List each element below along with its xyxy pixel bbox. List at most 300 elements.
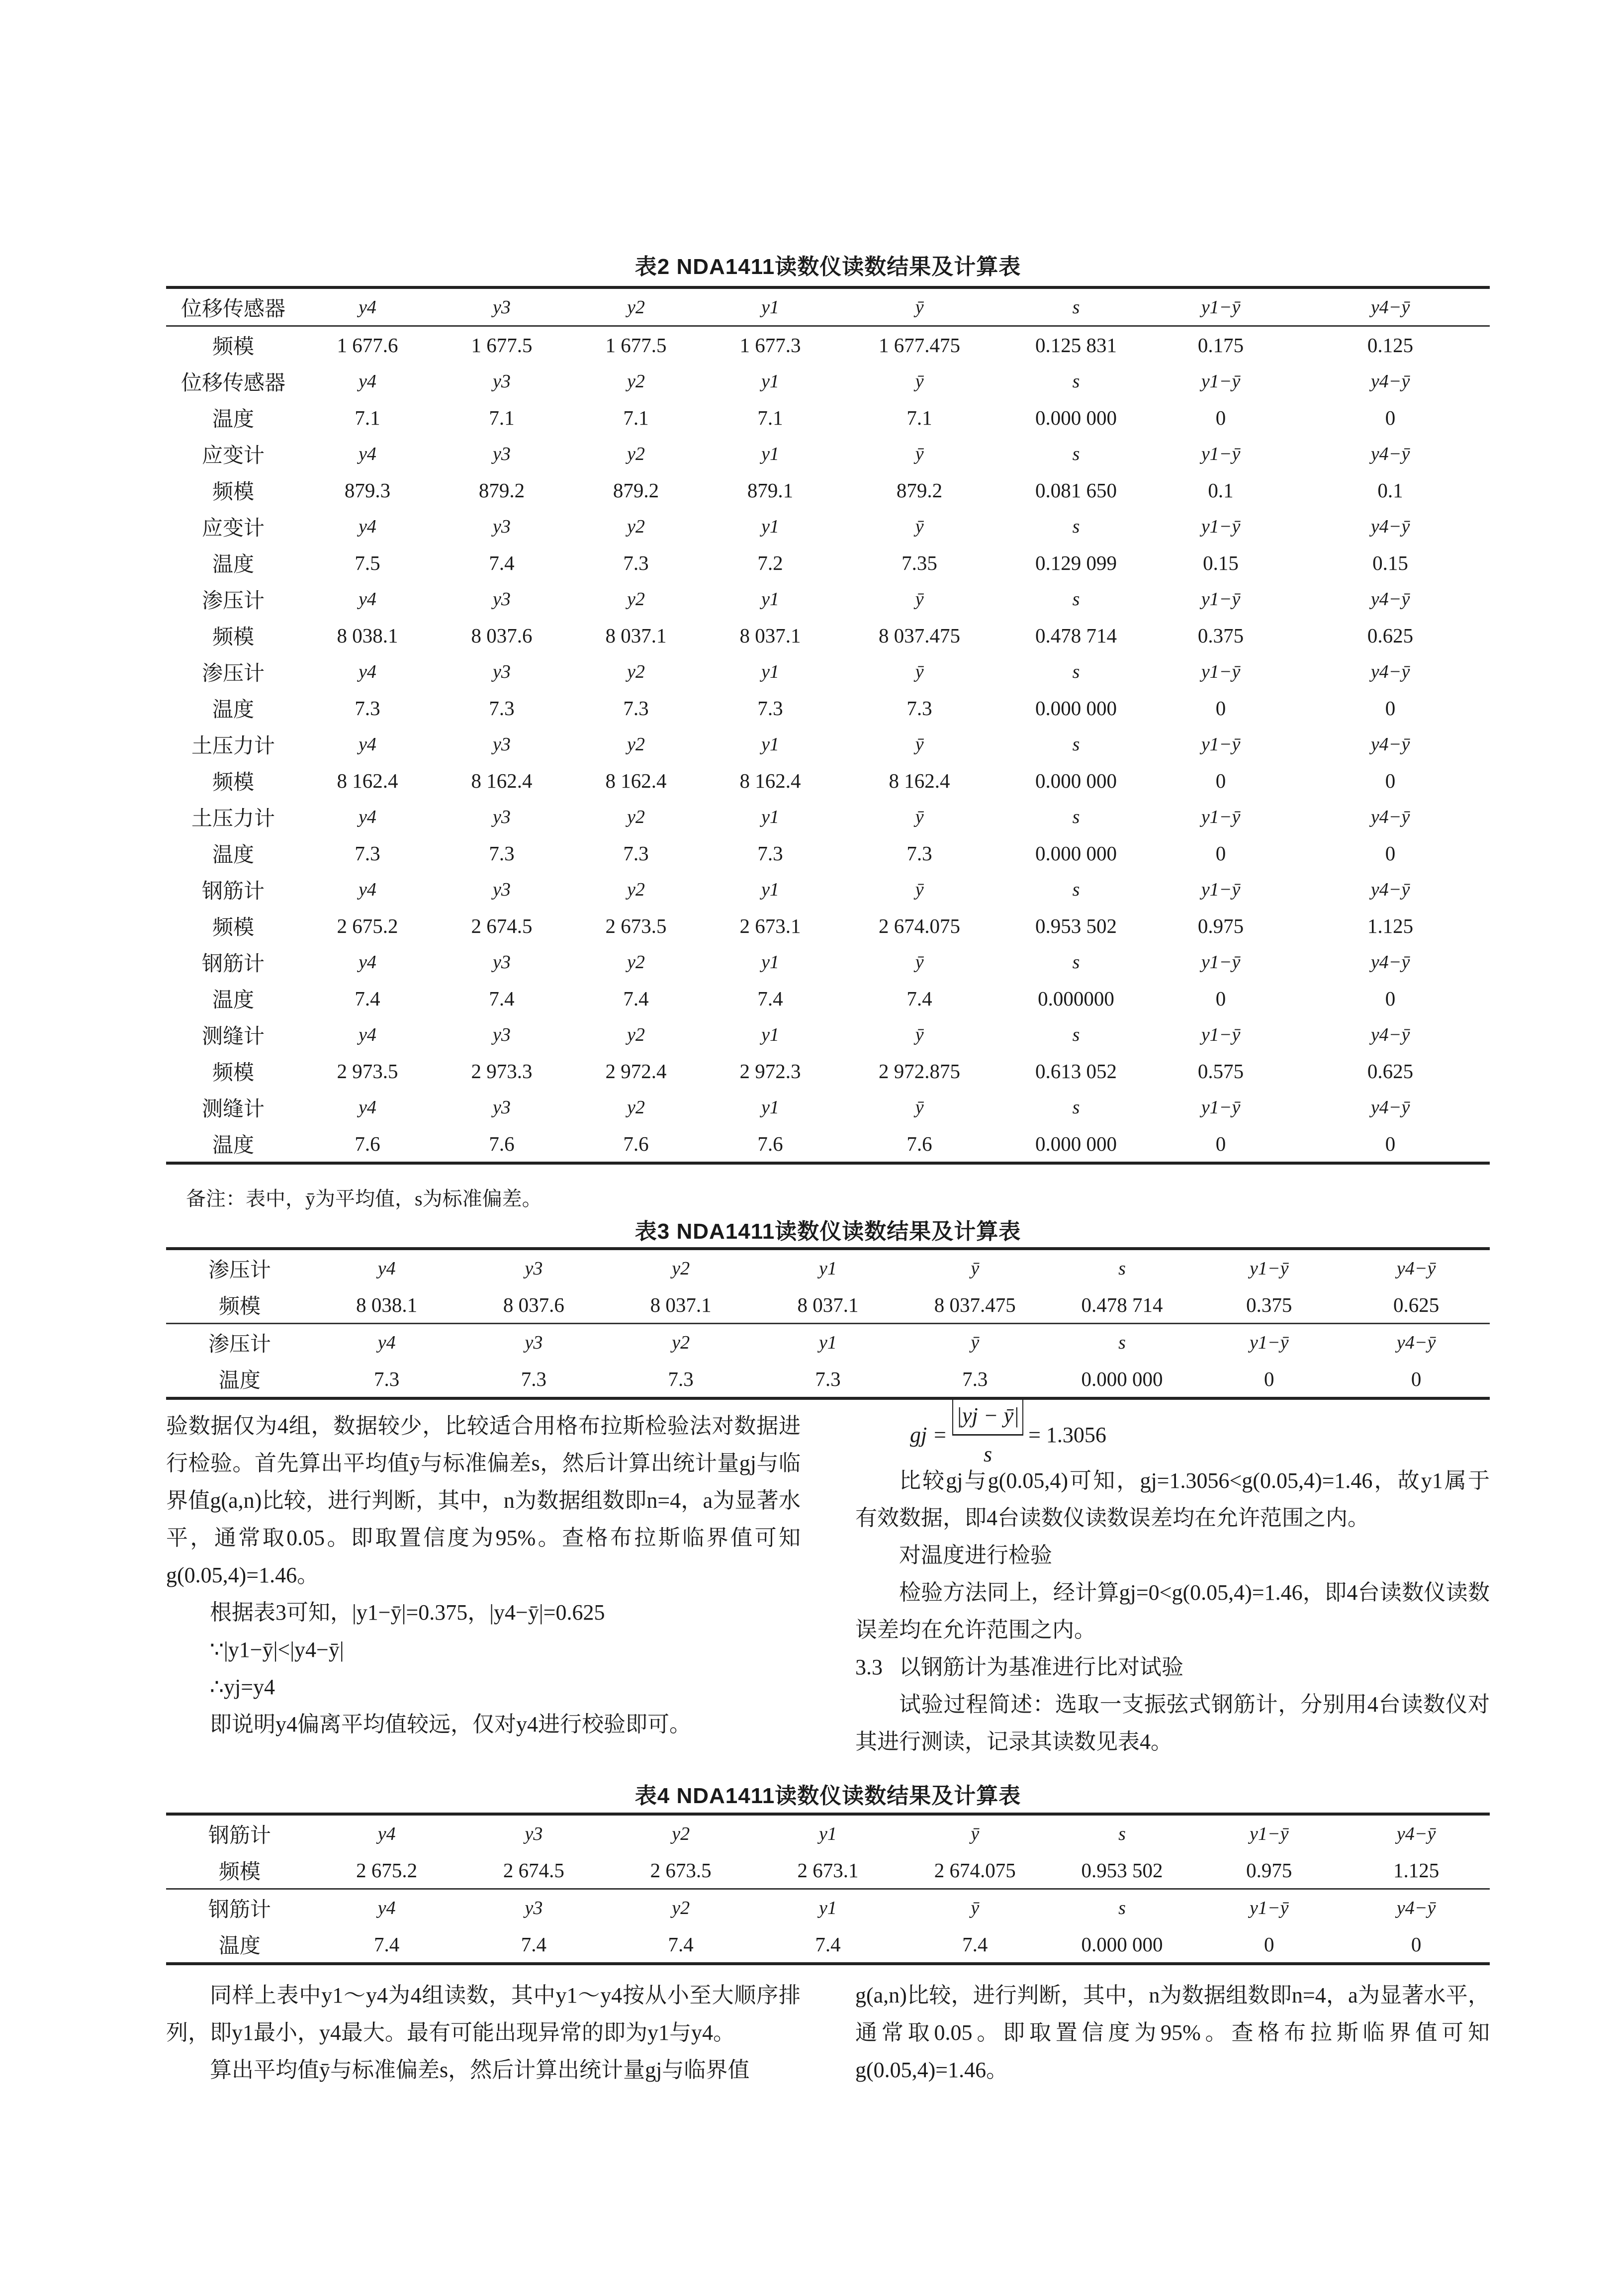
value-cell: 0 — [1215, 987, 1226, 1010]
value-cell: 0.375 — [1246, 1293, 1292, 1316]
value-cell: 7.4 — [757, 987, 783, 1010]
table-symbol-row — [166, 1016, 1490, 1053]
value-cell: 0.000 000 — [1035, 769, 1117, 792]
value-cell: 8 162.4 — [889, 769, 950, 792]
symbol-cell: y2 — [627, 1096, 645, 1118]
row-label: 频模 — [218, 1295, 261, 1318]
table-symbol-row — [166, 287, 1490, 326]
symbol-cell: y4 — [377, 1823, 396, 1844]
table-symbol-row — [166, 1089, 1490, 1125]
symbol-cell: y1 — [761, 296, 779, 318]
symbol-cell: y1−ȳ — [1201, 588, 1241, 610]
symbol-cell: s — [1072, 1096, 1080, 1118]
symbol-cell: ȳ — [915, 733, 924, 755]
symbol-cell: y4−ȳ — [1396, 1258, 1436, 1279]
symbol-cell: y1 — [761, 879, 779, 900]
symbol-cell: y1−ȳ — [1201, 951, 1241, 973]
value-cell: 0.125 831 — [1035, 333, 1117, 357]
table4 — [166, 1813, 1490, 1965]
value-cell: 8 037.6 — [503, 1293, 564, 1316]
symbol-cell: s — [1072, 588, 1080, 610]
value-cell: 0 — [1411, 1932, 1422, 1956]
value-cell: 7.3 — [489, 841, 515, 865]
paragraph: 比较gj与g(0.05,4)可知，gj=1.3056<g(0.05,4)=1.46，故y1属于有效数据，即4台读数仪读数误差均在允许范围之内。 — [855, 1468, 1490, 1530]
symbol-cell: y1−ȳ — [1201, 443, 1241, 464]
symbol-cell: y4−ȳ — [1396, 1823, 1436, 1844]
symbol-cell: s — [1072, 661, 1080, 682]
value-cell: 7.3 — [757, 841, 783, 865]
value-cell: 2 675.2 — [337, 914, 398, 937]
symbol-cell: ȳ — [915, 443, 924, 464]
symbol-cell: ȳ — [915, 588, 924, 610]
symbol-cell: y2 — [672, 1823, 690, 1844]
symbol-cell: y1−ȳ — [1201, 516, 1241, 537]
symbol-cell: y1 — [761, 443, 779, 464]
table2 — [166, 286, 1490, 1165]
value-cell: 0.575 — [1197, 1059, 1244, 1083]
symbol-cell: ȳ — [915, 516, 924, 537]
value-cell: 7.4 — [374, 1932, 400, 1956]
symbol-cell: y4−ȳ — [1370, 296, 1410, 318]
value-cell: 0 — [1385, 406, 1396, 429]
value-cell: 7.6 — [623, 1132, 649, 1155]
table-row — [166, 1125, 1490, 1163]
symbol-cell: y2 — [627, 879, 645, 900]
value-cell: 0 — [1215, 841, 1226, 865]
row-label: 温度 — [212, 989, 254, 1012]
row-label: 频模 — [212, 1061, 254, 1085]
value-cell: 0.625 — [1367, 1059, 1414, 1083]
value-cell: 0 — [1411, 1367, 1422, 1390]
symbol-cell: y1−ȳ — [1201, 806, 1241, 827]
row-label: 钢筋计 — [201, 880, 265, 903]
row-label: 钢筋计 — [208, 1824, 271, 1847]
symbol-cell: y1−ȳ — [1201, 296, 1241, 318]
right-column-1 — [855, 1403, 1490, 1760]
symbol-cell: y4 — [359, 733, 376, 755]
value-cell: 8 162.4 — [739, 769, 801, 792]
symbol-cell: ȳ — [971, 1332, 980, 1353]
value-cell: 0.000 000 — [1081, 1367, 1163, 1390]
symbol-cell: y1−ȳ — [1201, 370, 1241, 392]
value-cell: 0 — [1385, 841, 1396, 865]
table-symbol-row — [166, 944, 1490, 980]
value-cell: 0.15 — [1372, 551, 1408, 574]
value-cell: 0.1 — [1208, 478, 1234, 502]
section-title: 以钢筋计为基准进行比对试验 — [899, 1655, 1183, 1679]
value-cell: 0.15 — [1203, 551, 1239, 574]
value-cell: 0.1 — [1377, 478, 1403, 502]
formula-denominator: s — [983, 1442, 992, 1466]
row-label: 测缝计 — [201, 1097, 265, 1121]
value-cell: 8 037.1 — [739, 624, 801, 647]
symbol-cell: y1−ȳ — [1201, 661, 1241, 682]
symbol-cell: y3 — [493, 879, 511, 900]
value-cell: 8 038.1 — [356, 1293, 418, 1316]
value-cell: 0.625 — [1367, 624, 1414, 647]
symbol-cell: y4−ȳ — [1396, 1897, 1436, 1918]
table4-caption: 表4 NDA1411读数仪读数结果及计算表 — [634, 1784, 1021, 1808]
row-label: 土压力计 — [191, 734, 275, 758]
value-cell: 7.5 — [355, 551, 380, 574]
value-cell: 0 — [1385, 1132, 1396, 1155]
symbol-cell: y4 — [359, 296, 376, 318]
row-label: 渗压计 — [201, 589, 265, 613]
value-cell: 0.000 000 — [1081, 1932, 1163, 1956]
table-row — [166, 690, 1490, 726]
value-cell: 2 674.5 — [471, 914, 533, 937]
symbol-cell: y2 — [627, 661, 645, 682]
value-cell: 2 973.3 — [471, 1059, 533, 1083]
row-label: 频模 — [212, 626, 254, 649]
value-cell: 0 — [1215, 406, 1226, 429]
value-cell: 7.3 — [355, 841, 380, 865]
value-cell: 7.4 — [355, 987, 380, 1010]
value-cell: 8 162.4 — [605, 769, 667, 792]
symbol-cell: s — [1072, 879, 1080, 900]
symbol-cell: y3 — [493, 951, 511, 973]
table-symbol-row — [166, 363, 1490, 399]
value-cell: 2 674.5 — [503, 1858, 564, 1882]
value-cell: 7.1 — [757, 406, 783, 429]
symbol-cell: y4−ȳ — [1370, 1024, 1410, 1045]
value-cell: 7.1 — [906, 406, 932, 429]
formula-lhs: gj = — [910, 1422, 947, 1447]
symbol-cell: y4 — [359, 370, 376, 392]
value-cell: 7.4 — [815, 1932, 841, 1956]
symbol-cell: s — [1072, 296, 1080, 318]
value-cell: 8 037.6 — [471, 624, 533, 647]
table-row — [166, 545, 1490, 581]
symbol-cell: ȳ — [915, 879, 924, 900]
symbol-cell: y3 — [493, 370, 511, 392]
symbol-cell: s — [1072, 951, 1080, 973]
value-cell: 8 037.475 — [934, 1293, 1016, 1316]
value-cell: 7.1 — [489, 406, 515, 429]
table-row — [166, 1286, 1490, 1324]
table-row — [166, 617, 1490, 653]
value-cell: 2 673.5 — [650, 1858, 712, 1882]
row-label: 频模 — [212, 480, 254, 504]
row-label: 温度 — [212, 698, 254, 722]
symbol-cell: y1−ȳ — [1201, 879, 1241, 900]
symbol-cell: y4 — [359, 1024, 376, 1045]
value-cell: 0.000 000 — [1035, 696, 1117, 720]
symbol-cell: y2 — [672, 1258, 690, 1279]
value-cell: 7.6 — [757, 1132, 783, 1155]
symbol-cell: y3 — [493, 516, 511, 537]
symbol-cell: y3 — [493, 733, 511, 755]
value-cell: 7.6 — [355, 1132, 380, 1155]
symbol-cell: y1−ȳ — [1201, 1024, 1241, 1045]
symbol-cell: y1 — [819, 1897, 837, 1918]
value-cell: 1 677.3 — [739, 333, 801, 357]
value-cell: 8 038.1 — [337, 624, 398, 647]
symbol-cell: y4 — [359, 661, 376, 682]
symbol-cell: y3 — [525, 1332, 543, 1353]
symbol-cell: ȳ — [971, 1823, 980, 1844]
symbol-cell: ȳ — [915, 296, 924, 318]
symbol-cell: y1 — [761, 951, 779, 973]
paragraph: 对温度进行检验 — [899, 1543, 1052, 1567]
value-cell: 8 162.4 — [471, 769, 533, 792]
grubbs-formula — [855, 1403, 1490, 1466]
paragraph: 验数据仅为4组，数据较少，比较适合用格布拉斯检验法对数据进行检验。首先算出平均值ȳ与标准偏差s，然后计算出统计量gj与临界值g(a,n)比较，进行判断，其中，n为数据组数即n=4，a为显著水平，通常取0.05。即取置信度为95%。查格布拉斯临界值可知g(0.05,4)=1.46。 — [166, 1414, 801, 1587]
value-cell: 0 — [1385, 987, 1396, 1010]
row-label: 频模 — [212, 335, 254, 359]
row-label: 渗压计 — [208, 1259, 271, 1282]
table-symbol-row — [166, 799, 1490, 835]
symbol-cell: y1−ȳ — [1250, 1332, 1289, 1353]
symbol-cell: y2 — [627, 443, 645, 464]
row-label: 频模 — [218, 1860, 261, 1884]
symbol-cell: s — [1072, 443, 1080, 464]
symbol-cell: y1 — [761, 588, 779, 610]
value-cell: 7.4 — [623, 987, 649, 1010]
value-cell: 0 — [1385, 769, 1396, 792]
value-cell: 1.125 — [1393, 1858, 1440, 1882]
value-cell: 879.1 — [747, 478, 794, 502]
paragraph: 同样上表中y1～y4为4组读数，其中y1～y4按从小至大顺序排列，即y1最小，y4最大。最有可能出现异常的即为y1与y4。 — [166, 1983, 801, 2045]
table-row — [166, 980, 1490, 1016]
value-cell: 7.3 — [623, 696, 649, 720]
symbol-cell: y4 — [359, 806, 376, 827]
table-row — [166, 1926, 1490, 1964]
row-label: 温度 — [218, 1934, 261, 1958]
value-cell: 0.478 714 — [1035, 624, 1117, 647]
value-cell: 7.3 — [668, 1367, 694, 1390]
row-label: 位移传感器 — [180, 297, 285, 321]
table-row — [166, 1053, 1490, 1089]
symbol-cell: s — [1072, 370, 1080, 392]
table3 — [166, 1247, 1490, 1400]
symbol-cell: y2 — [672, 1897, 690, 1918]
value-cell: 7.3 — [489, 696, 515, 720]
symbol-cell: y3 — [493, 661, 511, 682]
symbol-cell: y1 — [819, 1823, 837, 1844]
value-cell: 2 973.5 — [337, 1059, 398, 1083]
symbol-cell: y3 — [493, 806, 511, 827]
value-cell: 7.6 — [489, 1132, 515, 1155]
table-symbol-row — [166, 1249, 1490, 1286]
row-label: 应变计 — [201, 517, 265, 540]
value-cell: 7.35 — [902, 551, 937, 574]
row-label: 钢筋计 — [201, 952, 265, 976]
value-cell: 7.4 — [521, 1932, 547, 1956]
value-cell: 0.953 502 — [1081, 1858, 1163, 1882]
table-symbol-row — [166, 1324, 1490, 1361]
table-row — [166, 1852, 1490, 1889]
paragraph: g(a,n)比较，进行判断，其中，n为数据组数即n=4，a为显著水平，通常取0.05。即取置信度为95%。查格布拉斯临界值可知g(0.05,4)=1.46。 — [855, 1983, 1490, 2082]
symbol-cell: ȳ — [971, 1258, 980, 1279]
symbol-cell: y1−ȳ — [1250, 1823, 1289, 1844]
symbol-cell: y1 — [761, 806, 779, 827]
symbol-cell: y1−ȳ — [1250, 1897, 1289, 1918]
symbol-cell: s — [1118, 1897, 1126, 1918]
symbol-cell: s — [1072, 806, 1080, 827]
symbol-cell: y1 — [761, 733, 779, 755]
paragraph: 即说明y4偏离平均值较远，仅对y4进行校验即可。 — [210, 1712, 691, 1736]
symbol-cell: y3 — [525, 1258, 543, 1279]
formula-rhs: = 1.3056 — [1028, 1422, 1106, 1447]
value-cell: 7.4 — [668, 1932, 694, 1956]
value-cell: 7.4 — [906, 987, 932, 1010]
table-symbol-row — [166, 1814, 1490, 1852]
value-cell: 0.129 099 — [1035, 551, 1117, 574]
value-cell: 0.000 000 — [1035, 406, 1117, 429]
symbol-cell: y3 — [493, 588, 511, 610]
symbol-cell: y4−ȳ — [1370, 370, 1410, 392]
symbol-cell: y2 — [627, 296, 645, 318]
value-cell: 2 972.3 — [739, 1059, 801, 1083]
value-cell: 0.000 000 — [1035, 841, 1117, 865]
value-cell: 7.1 — [355, 406, 380, 429]
value-cell: 0 — [1263, 1367, 1274, 1390]
value-cell: 7.4 — [962, 1932, 988, 1956]
symbol-cell: y4−ȳ — [1396, 1332, 1436, 1353]
value-cell: 7.3 — [906, 696, 932, 720]
value-cell: 1 677.5 — [605, 333, 667, 357]
value-cell: 7.3 — [521, 1367, 547, 1390]
table-symbol-row — [166, 653, 1490, 690]
symbol-cell: s — [1118, 1823, 1126, 1844]
value-cell: 0 — [1215, 769, 1226, 792]
section-number: 3.3 — [855, 1655, 883, 1679]
symbol-cell: s — [1072, 516, 1080, 537]
table2-caption: 表2 NDA1411读数仪读数结果及计算表 — [634, 255, 1021, 279]
paragraph: 根据表3可知，|y1−ȳ|=0.375，|y4−ȳ|=0.625 — [210, 1600, 605, 1625]
value-cell: 7.6 — [906, 1132, 932, 1155]
value-cell: 7.3 — [757, 696, 783, 720]
symbol-cell: y4−ȳ — [1370, 1096, 1410, 1118]
table-row — [166, 762, 1490, 799]
symbol-cell: y3 — [493, 443, 511, 464]
row-label: 温度 — [218, 1369, 261, 1392]
paragraph: 检验方法同上，经计算gj=0<g(0.05,4)=1.46，即4台读数仪读数误差均在允许范围之内。 — [855, 1580, 1490, 1642]
value-cell: 0.081 650 — [1035, 478, 1117, 502]
symbol-cell: y4 — [377, 1332, 396, 1353]
value-cell: 2 972.4 — [605, 1059, 667, 1083]
value-cell: 8 162.4 — [337, 769, 398, 792]
symbol-cell: y4 — [359, 516, 376, 537]
value-cell: 7.3 — [374, 1367, 400, 1390]
paragraph: 试验过程简述：选取一支振弦式钢筋计，分别用4台读数仪对其进行测读，记录其读数见表4。 — [855, 1692, 1490, 1754]
value-cell: 7.4 — [489, 551, 515, 574]
value-cell: 2 673.5 — [605, 914, 667, 937]
symbol-cell: y1−ȳ — [1201, 1096, 1241, 1118]
value-cell: 0.975 — [1197, 914, 1244, 937]
table-row — [166, 472, 1490, 508]
symbol-cell: y4−ȳ — [1370, 661, 1410, 682]
row-label: 频模 — [212, 916, 254, 939]
symbol-cell: y3 — [525, 1823, 543, 1844]
value-cell: 879.3 — [344, 478, 391, 502]
value-cell: 1 677.6 — [337, 333, 398, 357]
value-cell: 0.175 — [1197, 333, 1244, 357]
value-cell: 7.3 — [623, 841, 649, 865]
row-label: 渗压计 — [208, 1333, 271, 1356]
value-cell: 0.125 — [1367, 333, 1414, 357]
row-label: 钢筋计 — [208, 1898, 271, 1921]
table3-caption: 表3 NDA1411读数仪读数结果及计算表 — [634, 1219, 1021, 1244]
value-cell: 879.2 — [896, 478, 943, 502]
value-cell: 0.000000 — [1038, 987, 1114, 1010]
symbol-cell: y2 — [627, 370, 645, 392]
symbol-cell: y2 — [627, 806, 645, 827]
value-cell: 0.478 714 — [1081, 1293, 1163, 1316]
symbol-cell: y1 — [819, 1332, 837, 1353]
symbol-cell: y2 — [627, 733, 645, 755]
symbol-cell: y4 — [377, 1258, 396, 1279]
symbol-cell: y1 — [761, 661, 779, 682]
math-line: ∵|y1−ȳ|<|y4−ȳ| — [210, 1638, 344, 1662]
symbol-cell: s — [1118, 1332, 1126, 1353]
table-symbol-row — [166, 871, 1490, 908]
symbol-cell: y4−ȳ — [1370, 879, 1410, 900]
row-label: 位移传感器 — [180, 371, 285, 395]
value-cell: 0.375 — [1197, 624, 1244, 647]
row-label: 温度 — [212, 408, 254, 431]
value-cell: 8 037.1 — [797, 1293, 859, 1316]
value-cell: 0.975 — [1246, 1858, 1292, 1882]
table-symbol-row — [166, 726, 1490, 762]
symbol-cell: y4−ȳ — [1370, 516, 1410, 537]
symbol-cell: y1−ȳ — [1201, 733, 1241, 755]
symbol-cell: y4 — [359, 951, 376, 973]
symbol-cell: y1−ȳ — [1250, 1258, 1289, 1279]
table-row — [166, 326, 1490, 364]
symbol-cell: y4 — [359, 588, 376, 610]
value-cell: 7.3 — [962, 1367, 988, 1390]
value-cell: 7.3 — [355, 696, 380, 720]
symbol-cell: ȳ — [915, 951, 924, 973]
value-cell: 7.4 — [489, 987, 515, 1010]
row-label: 测缝计 — [201, 1025, 265, 1048]
symbol-cell: y2 — [627, 588, 645, 610]
value-cell: 2 675.2 — [356, 1858, 418, 1882]
symbol-cell: y4−ȳ — [1370, 443, 1410, 464]
value-cell: 879.2 — [478, 478, 525, 502]
symbol-cell: y4−ȳ — [1370, 588, 1410, 610]
symbol-cell: s — [1072, 1024, 1080, 1045]
row-label: 温度 — [212, 1134, 254, 1157]
row-label: 频模 — [212, 771, 254, 794]
symbol-cell: ȳ — [915, 806, 924, 827]
row-label: 渗压计 — [201, 662, 265, 685]
symbol-cell: y3 — [525, 1897, 543, 1918]
value-cell: 0.613 052 — [1035, 1059, 1117, 1083]
value-cell: 2 673.1 — [739, 914, 801, 937]
value-cell: 0 — [1215, 696, 1226, 720]
symbol-cell: y4 — [359, 1096, 376, 1118]
value-cell: 0.953 502 — [1035, 914, 1117, 937]
table-symbol-row — [166, 581, 1490, 617]
symbol-cell: y2 — [627, 1024, 645, 1045]
value-cell: 8 037.1 — [605, 624, 667, 647]
symbol-cell: y2 — [672, 1332, 690, 1353]
symbol-cell: ȳ — [915, 1024, 924, 1045]
symbol-cell: y4−ȳ — [1370, 733, 1410, 755]
value-cell: 7.3 — [815, 1367, 841, 1390]
table-symbol-row — [166, 436, 1490, 472]
symbol-cell: y4 — [359, 879, 376, 900]
symbol-cell: y3 — [493, 296, 511, 318]
value-cell: 0.000 000 — [1035, 1132, 1117, 1155]
value-cell: 2 674.075 — [879, 914, 960, 937]
table-symbol-row — [166, 508, 1490, 545]
value-cell: 7.3 — [906, 841, 932, 865]
symbol-cell: y2 — [627, 951, 645, 973]
